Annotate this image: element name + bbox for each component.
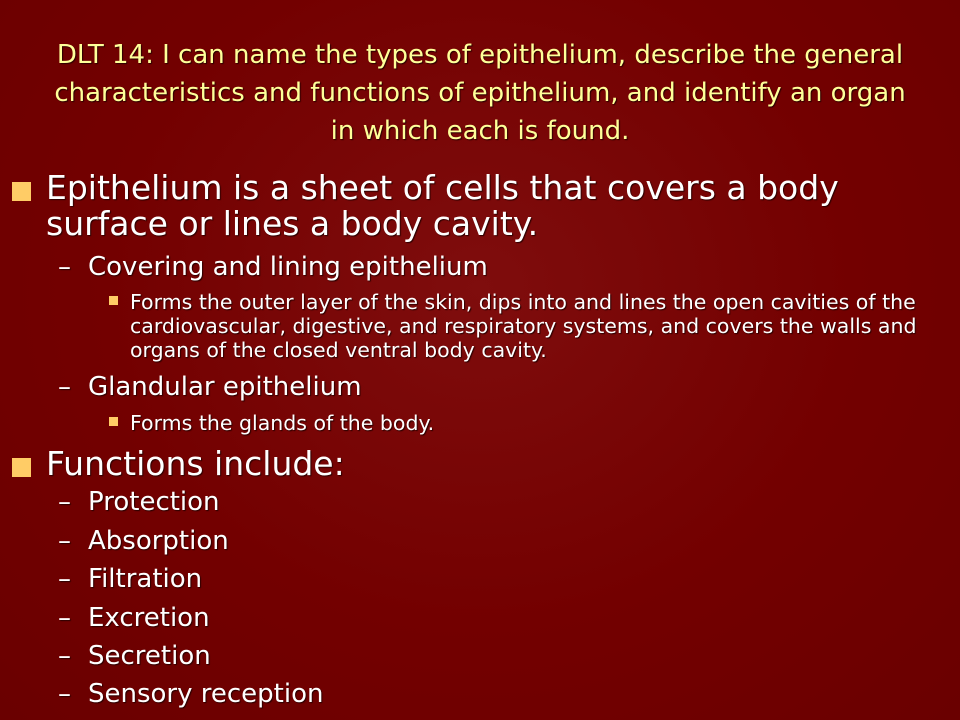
detail-item [130,411,958,435]
sub-item-text: Secretion [88,641,211,671]
square-bullet-icon [12,182,31,201]
sub-item [58,641,928,671]
sub-item-text: Protection [88,487,220,517]
dash-icon: – [58,252,71,282]
dash-icon: – [58,679,71,709]
sub-item [58,564,928,594]
sub-item [58,603,928,633]
dash-icon: – [58,526,71,556]
bullet-item [46,170,926,242]
sub-item-text: Sensory reception [88,679,324,709]
detail-item [130,290,958,362]
bullet-text: Functions include: [46,444,345,483]
slide-title: DLT 14: I can name the types of epithelium, describe the general characteristics and functions of epithelium, and identify an organ in which each is found. [54,40,906,146]
sub-item [58,487,928,517]
dash-icon: – [58,372,71,402]
detail-text: Forms the glands of the body. [130,411,435,435]
bullet-item [46,446,926,482]
small-square-bullet-icon [109,417,118,426]
sub-item [58,372,928,402]
sub-item-text: Glandular epithelium [88,372,362,402]
sub-item [58,252,928,282]
detail-text: Forms the outer layer of the skin, dips into and lines the open cavities of the cardiovascular, digestive, and respiratory systems, and covers the walls and organs of the closed ventral body cavity. [130,290,917,362]
dash-icon: – [58,487,71,517]
small-square-bullet-icon [109,296,118,305]
sub-item [58,679,928,709]
bullet-text: Epithelium is a sheet of cells that covers a body surface or lines a body cavity. [46,168,839,243]
sub-item-text: Absorption [88,526,229,556]
sub-item [58,526,928,556]
dash-icon: – [58,564,71,594]
dash-icon: – [58,603,71,633]
square-bullet-icon [12,458,31,477]
sub-item-text: Excretion [88,603,210,633]
dash-icon: – [58,641,71,671]
sub-item-text: Filtration [88,564,203,594]
sub-item-text: Covering and lining epithelium [88,252,488,282]
